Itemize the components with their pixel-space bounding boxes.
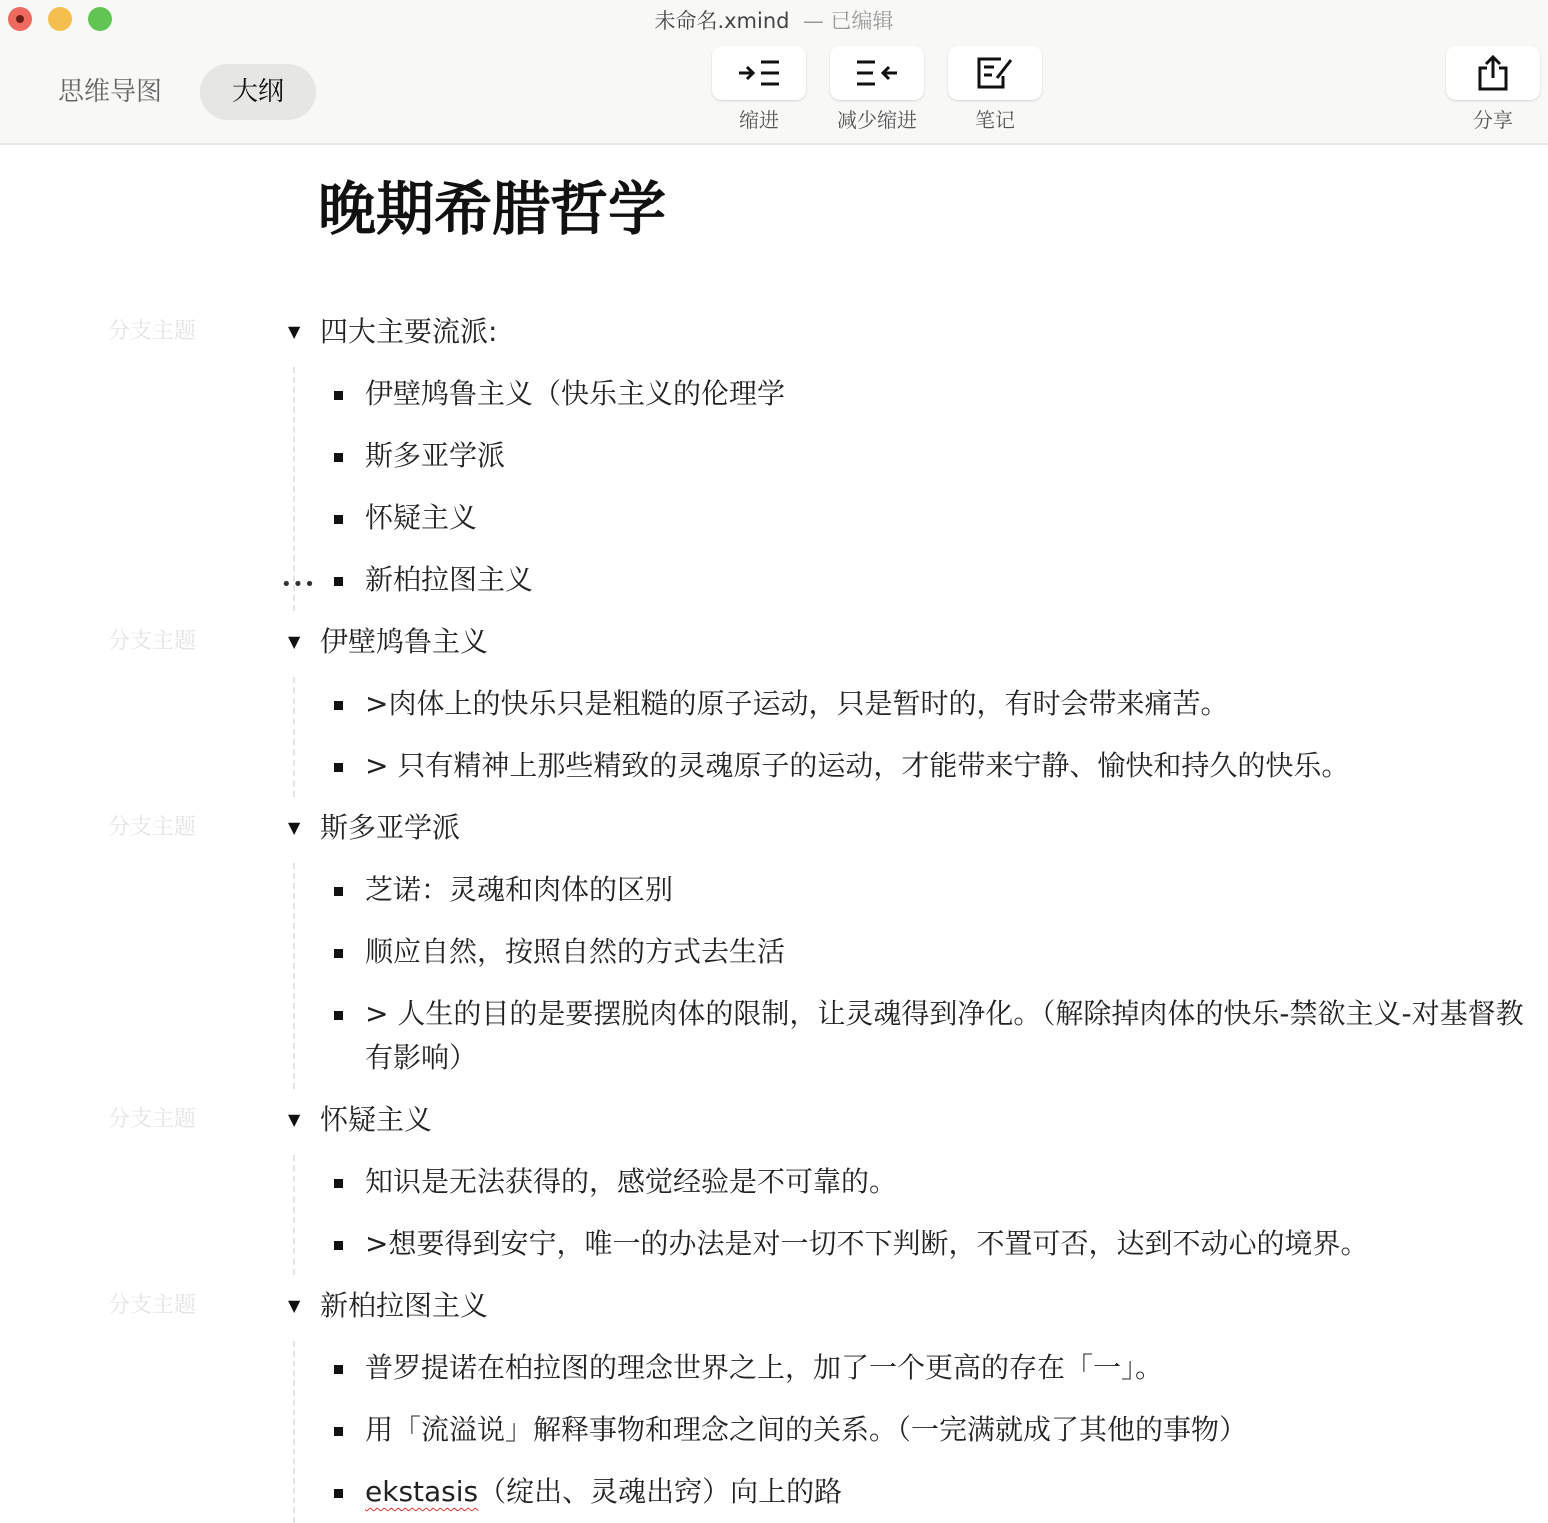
- branch-label: 分支主题: [108, 1293, 197, 1318]
- branch-label: 分支主题: [108, 815, 197, 840]
- bullet-icon: [334, 763, 343, 772]
- topic-text[interactable]: 四大主要流派:: [320, 315, 498, 348]
- guide-line: [293, 677, 295, 797]
- topic-children: [0, 1151, 1548, 1275]
- guide-line: [293, 863, 295, 1089]
- item-text: 顺应自然，按照自然的方式去生活: [365, 935, 786, 968]
- outdent-label: 减少缩进: [837, 108, 917, 132]
- bullet-icon: [334, 1427, 343, 1436]
- bullet-icon: [334, 1179, 343, 1188]
- misspelled-word: ekstasis: [365, 1475, 479, 1508]
- bullet-icon: [334, 515, 343, 524]
- topic-row[interactable]: [0, 1275, 1548, 1337]
- collapse-triangle-icon[interactable]: ▼: [288, 818, 301, 837]
- bullet-icon: [334, 453, 343, 462]
- topic-text[interactable]: 新柏拉图主义: [320, 1289, 489, 1322]
- topic-row[interactable]: [0, 301, 1548, 363]
- outline-section: [0, 1089, 1548, 1275]
- list-item[interactable]: [0, 673, 1540, 735]
- topic-children: [0, 859, 1548, 1089]
- outdent-button[interactable]: [830, 46, 924, 100]
- topic-children: [0, 1337, 1548, 1523]
- list-item[interactable]: [0, 1213, 1540, 1275]
- list-item[interactable]: [0, 549, 1540, 611]
- outline-section: [0, 797, 1548, 1089]
- indent-button[interactable]: [712, 46, 806, 100]
- collapse-triangle-icon[interactable]: ▼: [288, 632, 301, 651]
- guide-line: [293, 1341, 295, 1523]
- bullet-icon: [334, 949, 343, 958]
- topic-row[interactable]: [0, 797, 1548, 859]
- bullet-icon: [334, 1011, 343, 1020]
- guide-line: [293, 1155, 295, 1275]
- item-text: （绽出、灵魂出窍）向上的路: [478, 1475, 843, 1508]
- collapse-triangle-icon[interactable]: ▼: [288, 1110, 301, 1129]
- list-item[interactable]: [0, 1337, 1540, 1399]
- item-text: 怀疑主义: [365, 501, 478, 534]
- bullet-icon: [334, 391, 343, 400]
- outline-section: [0, 301, 1548, 611]
- branch-label: 分支主题: [108, 629, 197, 654]
- item-text: 斯多亚学派: [365, 439, 506, 472]
- collapse-triangle-icon[interactable]: ▼: [288, 1296, 301, 1315]
- outline-section: [0, 1275, 1548, 1523]
- indent-label: 缩进: [739, 108, 779, 132]
- bullet-icon: [334, 701, 343, 710]
- bullet-icon: [334, 577, 343, 586]
- topic-row[interactable]: [0, 611, 1548, 673]
- window-title: [0, 5, 1548, 35]
- notes-button[interactable]: [948, 46, 1042, 100]
- document-title[interactable]: 晚期希腊哲学: [318, 175, 667, 243]
- outline-section: [0, 611, 1548, 797]
- branch-label: 分支主题: [108, 1107, 197, 1132]
- indent-icon: [737, 58, 781, 88]
- item-text: > 只有精神上那些精致的灵魂原子的运动，才能带来宁静、愉快和持久的快乐。: [365, 749, 1350, 782]
- bullet-icon: [334, 1365, 343, 1374]
- list-item[interactable]: [0, 425, 1540, 487]
- topic-text[interactable]: 斯多亚学派: [320, 811, 461, 844]
- topic-children: [0, 363, 1548, 611]
- notes-icon: [975, 56, 1015, 90]
- list-item[interactable]: [0, 983, 1540, 1089]
- item-text: 新柏拉图主义: [365, 563, 534, 596]
- bullet-icon: [334, 1241, 343, 1250]
- item-text: > 人生的目的是要摆脱肉体的限制，让灵魂得到净化。（解除掉肉体的快乐-禁欲主义-对基督教有影响）: [365, 997, 1524, 1074]
- bullet-icon: [334, 887, 343, 896]
- collapse-triangle-icon[interactable]: ▼: [288, 322, 301, 341]
- bullet-icon: [334, 1489, 343, 1498]
- filename: 未命名.xmind: [654, 9, 790, 33]
- list-item[interactable]: [0, 921, 1540, 983]
- item-text: 普罗提诺在柏拉图的理念世界之上，加了一个更高的存在「一」。: [365, 1351, 1164, 1384]
- item-text: 伊壁鸠鲁主义（快乐主义的伦理学: [365, 377, 786, 410]
- item-text: 用「流溢说」解释事物和理念之间的关系。（一完满就成了其他的事物）: [365, 1413, 1248, 1446]
- item-text: 芝诺：灵魂和肉体的区别: [365, 873, 674, 906]
- share-button[interactable]: [1446, 46, 1540, 100]
- topic-text[interactable]: 伊壁鸠鲁主义: [320, 625, 489, 658]
- outdent-icon: [855, 58, 899, 88]
- tab-mindmap[interactable]: 思维导图: [58, 77, 163, 107]
- guide-line: [293, 367, 295, 611]
- branch-label: 分支主题: [108, 319, 197, 344]
- tab-outline[interactable]: 大纲: [200, 64, 316, 120]
- item-text: 知识是无法获得的，感觉经验是不可靠的。: [365, 1165, 898, 1198]
- list-item[interactable]: [0, 1399, 1540, 1461]
- list-item[interactable]: [0, 1461, 1540, 1523]
- list-item[interactable]: [0, 859, 1540, 921]
- list-item[interactable]: [0, 363, 1540, 425]
- outline: [0, 301, 1548, 1523]
- list-item[interactable]: [0, 735, 1540, 797]
- list-item[interactable]: [0, 1151, 1540, 1213]
- item-text: >想要得到安宁，唯一的办法是对一切不下判断，不置可否，达到不动心的境界。: [365, 1227, 1369, 1260]
- share-icon: [1475, 54, 1511, 92]
- share-label: 分享: [1473, 108, 1513, 132]
- more-options-icon[interactable]: •••: [281, 574, 316, 595]
- notes-label: 笔记: [975, 108, 1015, 132]
- topic-text[interactable]: 怀疑主义: [320, 1103, 433, 1136]
- edit-status: — 已编辑: [802, 9, 894, 33]
- toolbar: [0, 0, 1548, 145]
- topic-children: [0, 673, 1548, 797]
- list-item[interactable]: [0, 487, 1540, 549]
- topic-row[interactable]: [0, 1089, 1548, 1151]
- item-text: >肉体上的快乐只是粗糙的原子运动，只是暂时的，有时会带来痛苦。: [365, 687, 1229, 720]
